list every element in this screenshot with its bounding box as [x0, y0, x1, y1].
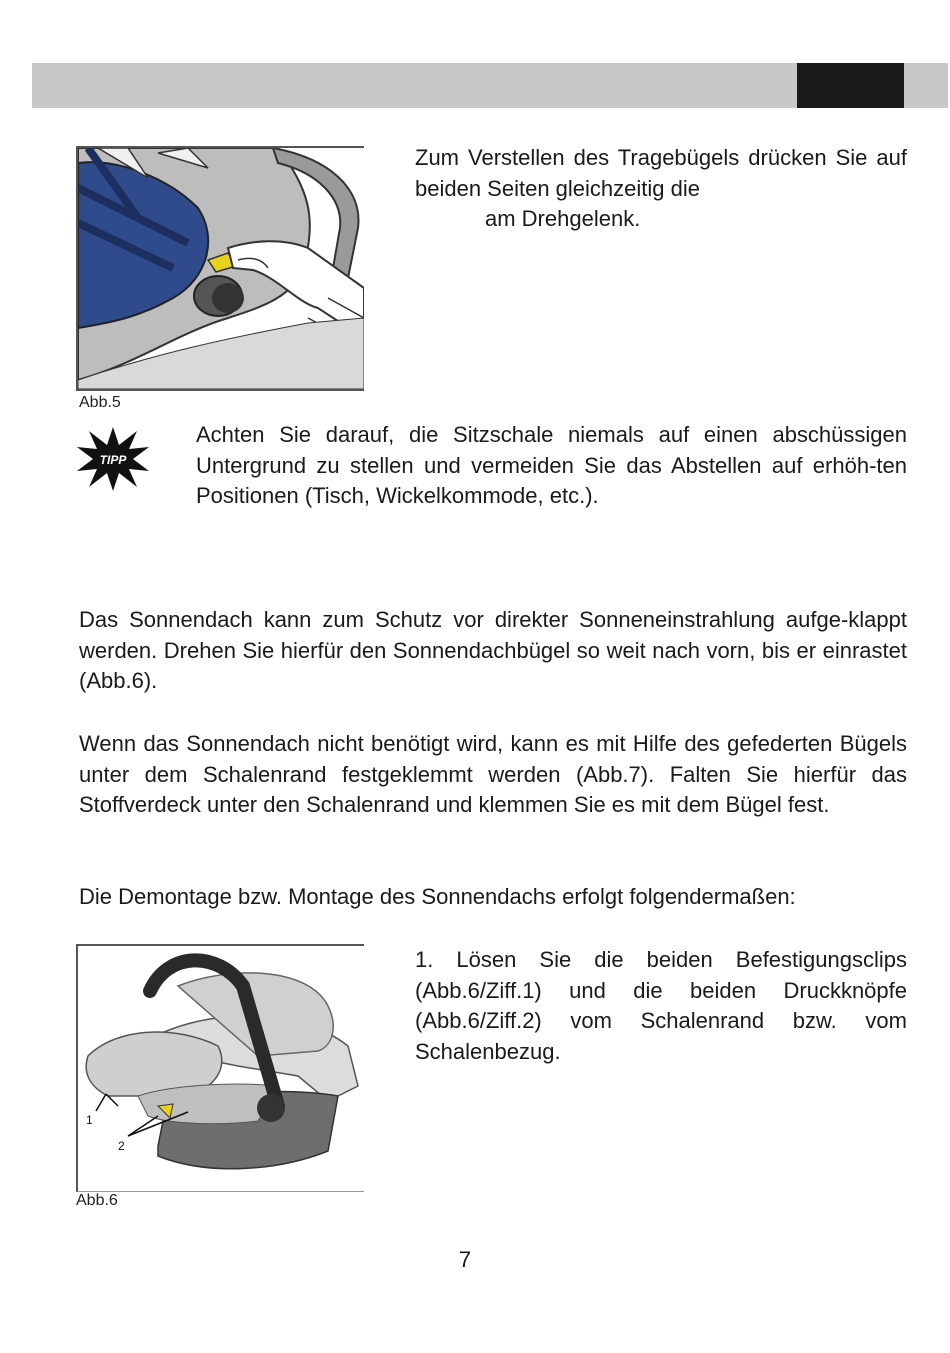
- paragraph-sunshade-open: Das Sonnendach kann zum Schutz vor direkter Sonneneinstrahlung aufge-klappt werden. Drehen Sie hierfür den Sonnendachbügel so weit nach vorn, bis er einrastet (Abb.6).: [79, 607, 907, 693]
- figure-label: 1: [86, 1113, 93, 1127]
- paragraph-sunshade-stow: Wenn das Sonnendach nicht benötigt wird, kann es mit Hilfe des gefederten Bügels unter dem Schalenrand festgeklemmt werden (Abb.7). Falten Sie hierfür das Stoffverdeck unter den Schalenrand und klemmen Sie es mit dem Bügel fest.: [79, 731, 907, 817]
- paragraph-line: Zum Verstellen des Tragebügels drücken Sie auf beiden Seiten gleichzeitig die: [415, 145, 907, 201]
- figure-label: 2: [118, 1139, 125, 1153]
- figure-sunshade-clips: [76, 944, 364, 1192]
- header-page-block: [797, 63, 904, 108]
- tip-badge-icon: [75, 425, 151, 493]
- paragraph-line: am Drehgelenk.: [485, 206, 641, 231]
- figure-handle-adjust: [76, 146, 364, 391]
- paragraph-tip: Achten Sie darauf, die Sitzschale niemals auf einen abschüssigen Untergrund zu stellen und vermeiden Sie das Abstellen auf erhöh-ten Positionen (Tisch, Wickelkommode, etc.).: [196, 422, 907, 508]
- tip-badge-label: TIPP: [99, 453, 127, 467]
- figure-caption: Abb.5: [79, 394, 121, 411]
- figure-caption: Abb.6: [76, 1192, 118, 1209]
- paragraph-handle-adjust: [415, 143, 907, 235]
- paragraph-demontage-intro: Die Demontage bzw. Montage des Sonnendachs erfolgt folgendermaßen:: [79, 884, 796, 909]
- paragraph-step-1: 1. Lösen Sie die beiden Befestigungsclips (Abb.6/Ziff.1) und die beiden Druckknöpfe (Abb.6/Ziff.2) vom Schalenrand bzw. vom Schalenbezug.: [415, 947, 907, 1064]
- page-number: 7: [458, 1247, 472, 1272]
